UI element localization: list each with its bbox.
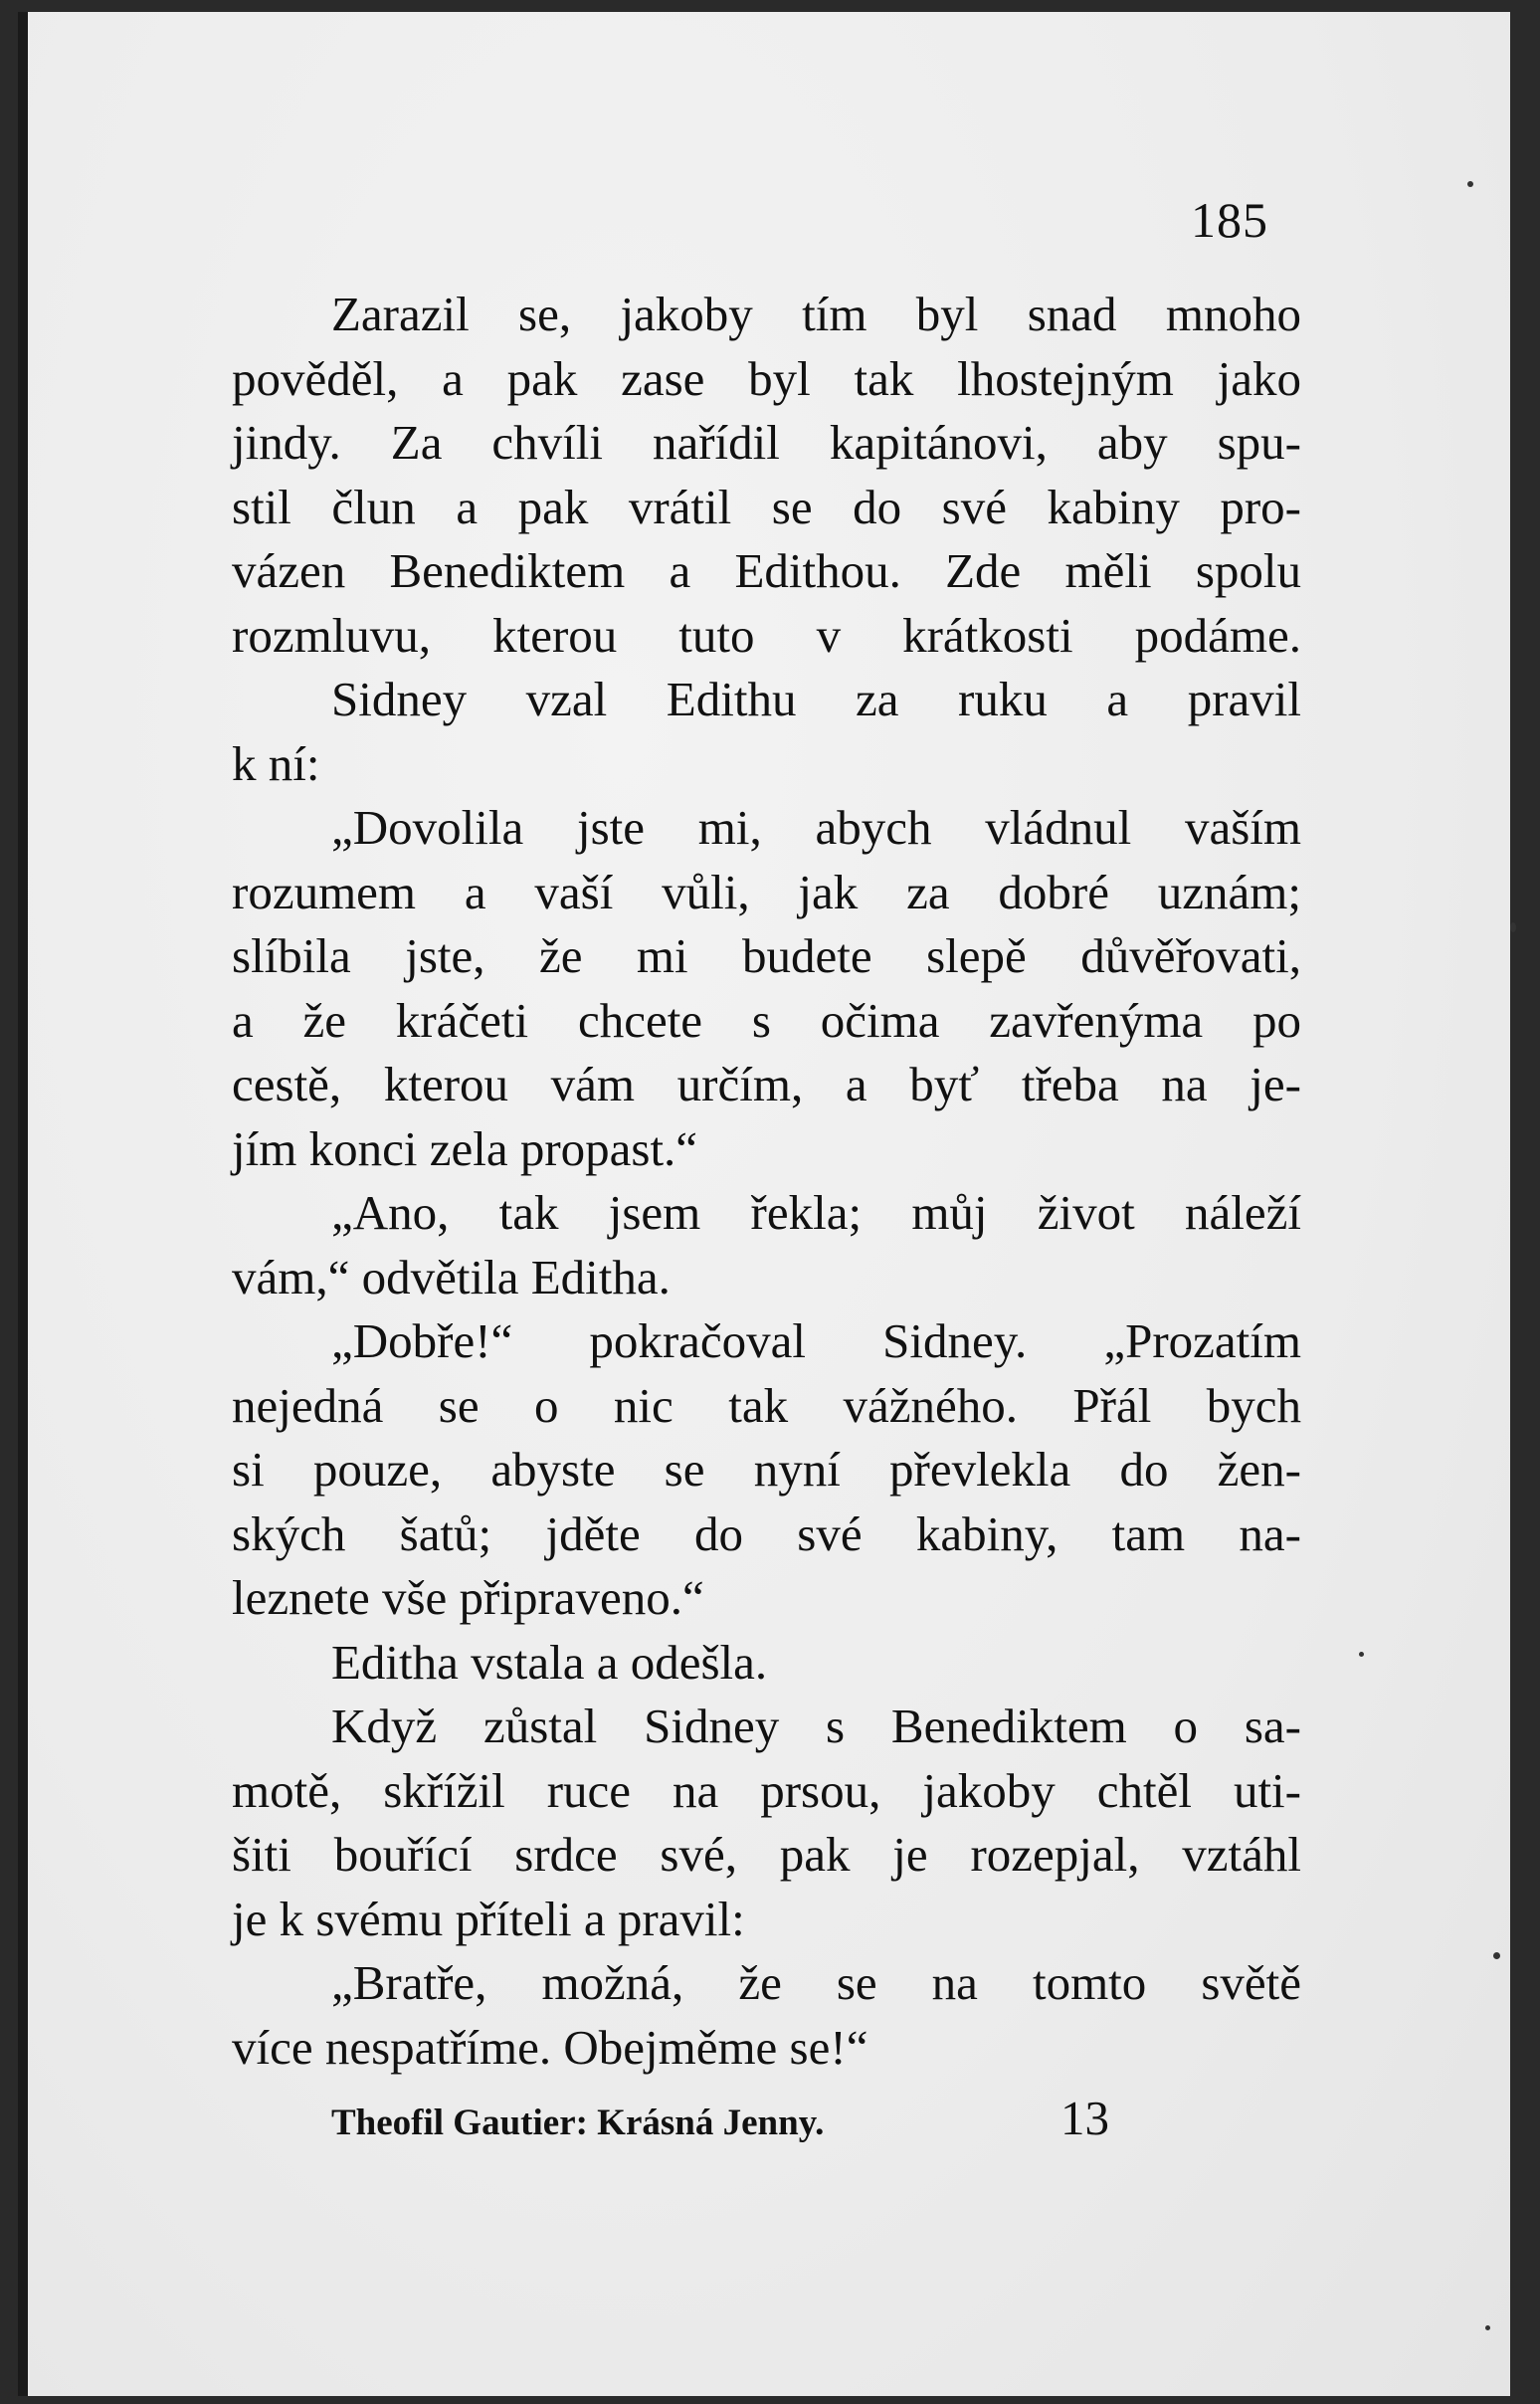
text-line: stil člun a pak vrátil se do své kabiny pro- [232, 479, 1301, 534]
text-line: rozmluvu, kterou tuto v krátkosti podáme. [232, 607, 1301, 663]
text-line: a že kráčeti chcete s očima zavřenýma po [232, 992, 1301, 1048]
scan-speck [1493, 1952, 1500, 1959]
text-line: Zarazil se, jakoby tím byl snad mnoho [331, 287, 1301, 341]
text-line: slíbila jste, že mi budete slepě důvěřovati, [232, 928, 1301, 983]
text-line: pověděl, a pak zase byl tak lhostejným jako [232, 350, 1301, 406]
page-number: 185 [1191, 192, 1268, 248]
text-line: více nespatříme. Obejměme se!“ [232, 2019, 868, 2075]
text-line: „Dovolila jste mi, abych vládnul vaším [331, 800, 1301, 855]
text-line: cestě, kterou vám určím, a byť třeba na je- [232, 1057, 1301, 1111]
text-line: Sidney vzal Edithu za ruku a pravil [331, 672, 1301, 726]
text-line: Když zůstal Sidney s Benediktem o sa- [331, 1699, 1301, 1753]
text-line: rozumem a vaší vůli, jak za dobré uznám; [232, 864, 1301, 919]
text-line: motě, skřížil ruce na prsou, jakoby chtěl uti- [232, 1762, 1301, 1818]
text-line: ských šatů; jděte do své kabiny, tam na- [232, 1505, 1301, 1561]
text-line: „Dobře!“ pokračoval Sidney. „Prozatím [331, 1313, 1301, 1368]
text-line: leznete vše připraveno.“ [232, 1570, 704, 1625]
text-line: si pouze, abyste se nyní převlekla do žen- [232, 1442, 1301, 1497]
scan-speck [1510, 922, 1516, 932]
text-line: je k svému příteli a pravil: [232, 1891, 745, 1946]
signature-mark: 13 [1060, 2091, 1109, 2145]
footer-title: Theofil Gautier: Krásná Jenny. [331, 2103, 825, 2143]
body-text [232, 283, 1301, 2080]
scan-speck [1359, 1652, 1364, 1657]
text-line: Editha vstala a odešla. [331, 1634, 768, 1690]
text-line: šiti bouřící srdce své, pak je rozepjal, vztáhl [232, 1827, 1301, 1882]
text-line: nejedná se o nic tak vážného. Přál bych [232, 1377, 1301, 1433]
book-page [18, 12, 1510, 2396]
text-line: „Ano, tak jsem řekla; můj život náleží [331, 1185, 1301, 1240]
scan-speck [1485, 2325, 1490, 2330]
scan-speck [1467, 181, 1473, 187]
text-line: vázen Benediktem a Edithou. Zde měli spolu [232, 543, 1301, 598]
text-line: k ní: [232, 735, 320, 791]
text-line: jím konci zela propast.“ [232, 1120, 698, 1176]
text-line: vám,“ odvětila Editha. [232, 1249, 671, 1304]
text-line: „Bratře, možná, že se na tomto světě [331, 1955, 1301, 2010]
text-line: jindy. Za chvíli nařídil kapitánovi, aby spu- [232, 415, 1301, 470]
